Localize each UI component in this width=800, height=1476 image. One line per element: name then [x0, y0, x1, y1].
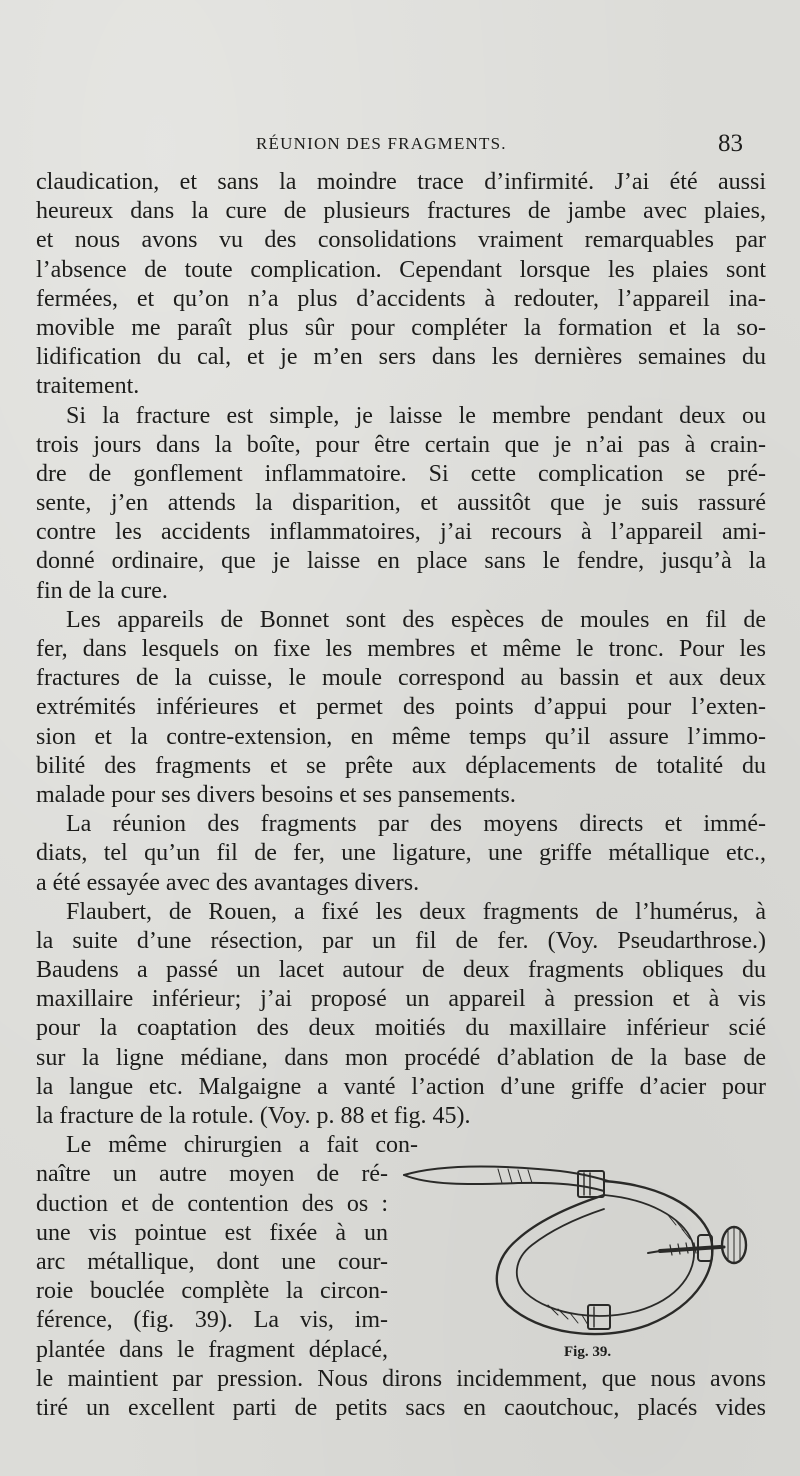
text-line: Flaubert, de Rouen, a fixé les deux fragments de l’humérus, à — [66, 898, 766, 925]
text-line: Le même chirurgien a fait con- — [66, 1132, 418, 1159]
paragraph — [36, 402, 766, 606]
text-line: et nous avons vu des consolidations vraiment remarquables par — [36, 227, 766, 254]
text-line: le maintient par pression. Nous dirons incidemment, que nous avons — [36, 1365, 766, 1392]
page-number: 83 — [718, 130, 743, 157]
figure-39 — [398, 1155, 770, 1370]
text-line: donné ordinaire, que je laisse en place sans le fendre, jusqu’à la — [36, 548, 766, 575]
text-line: la suite d’une résection, par un fil de fer. (Voy. Pseudarthrose.) — [36, 927, 766, 954]
text-line: diats, tel qu’un fil de fer, une ligature, une griffe métallique etc., — [36, 840, 766, 867]
text-line: la fracture de la rotule. (Voy. p. 88 et fig. 45). — [36, 1103, 471, 1129]
text-line: duction et de contention des os : — [36, 1190, 388, 1217]
text-line: contre les accidents inflammatoires, j’ai recours à l’appareil ami- — [36, 519, 766, 546]
text-line: malade pour ses divers besoins et ses pansements. — [36, 781, 516, 808]
paragraph — [36, 606, 766, 810]
text-line: lidification du cal, et je m’en sers dans les dernières semaines du — [36, 344, 766, 371]
text-line: férence, (fig. 39). La vis, im- — [36, 1307, 388, 1334]
text-line: Les appareils de Bonnet sont des espèces de moules en fil de — [66, 606, 766, 633]
text-line: maxillaire inférieur; j’ai proposé un appareil à pression et à vis — [36, 986, 766, 1013]
paragraph — [36, 168, 766, 402]
text-line: a été essayée avec des avantages divers. — [36, 869, 420, 896]
screw-arc-illustration — [398, 1155, 770, 1370]
text-line: l’absence de toute complication. Cependant lorsque les plaies sont — [36, 256, 766, 283]
text-line: sur la ligne médiane, dans mon procédé d’ablation de la base de — [36, 1044, 766, 1071]
figure-caption: Fig. 39. — [564, 1344, 612, 1360]
text-line: la langue etc. Malgaigne a vanté l’action d’une griffe d’acier pour — [36, 1073, 766, 1100]
text-line: sion et la contre-extension, en même temps qu’il assure l’immo- — [36, 723, 766, 750]
text-line: tiré un excellent parti de petits sacs en caoutchouc, placés vides — [36, 1394, 766, 1421]
text-line: arc métallique, dont une cour- — [36, 1248, 388, 1275]
text-line: heureux dans la cure de plusieurs fractures de jambe avec plaies, — [36, 198, 766, 225]
text-line: claudication, et sans la moindre trace d’infirmité. J’ai été aussi — [36, 169, 766, 195]
text-line: roie bouclée complète la circon- — [36, 1278, 388, 1305]
running-head — [0, 130, 800, 164]
paragraph — [36, 810, 766, 898]
text-line: extrémités inférieures et permet des points d’appui pour l’exten- — [36, 694, 766, 721]
text-line: dre de gonflement inflammatoire. Si cette complication se pré- — [36, 460, 766, 487]
text-line: une vis pointue est fixée à un — [36, 1219, 388, 1246]
text-line: bilité des fragments et se prête aux déplacements de totalité du — [36, 752, 766, 779]
text-line: fer, dans lesquels on fixe les membres et même le tronc. Pour les — [36, 636, 766, 662]
text-line: traitement. — [36, 373, 140, 400]
text-line: fractures de la cuisse, le moule correspond au bassin et aux deux — [36, 665, 766, 692]
text-line: La réunion des fragments par des moyens directs et immé- — [66, 811, 766, 838]
text-line: sente, j’en attends la disparition, et aussitôt que je suis rassuré — [36, 490, 766, 517]
running-title: RÉUNION DES FRAGMENTS. — [256, 134, 507, 153]
text-line: Si la fracture est simple, je laisse le membre pendant deux ou — [66, 402, 766, 429]
paragraph — [36, 898, 766, 1132]
text-line: fermées, et qu’on n’a plus d’accidents à redouter, l’appareil ina- — [36, 285, 766, 312]
text-line: fin de la cure. — [36, 577, 168, 604]
text-line: pour la coaptation des deux moitiés du maxillaire inférieur scié — [36, 1015, 766, 1042]
text-line: Baudens a passé un lacet autour de deux fragments obliques du — [36, 957, 766, 984]
text-line: naître un autre moyen de ré- — [36, 1161, 388, 1188]
text-line: trois jours dans la boîte, pour être certain que je n’ai pas à crain- — [36, 431, 766, 458]
text-line: plantée dans le fragment déplacé, — [36, 1336, 388, 1363]
text-line: movible me paraît plus sûr pour compléter la formation et la so- — [36, 314, 766, 341]
